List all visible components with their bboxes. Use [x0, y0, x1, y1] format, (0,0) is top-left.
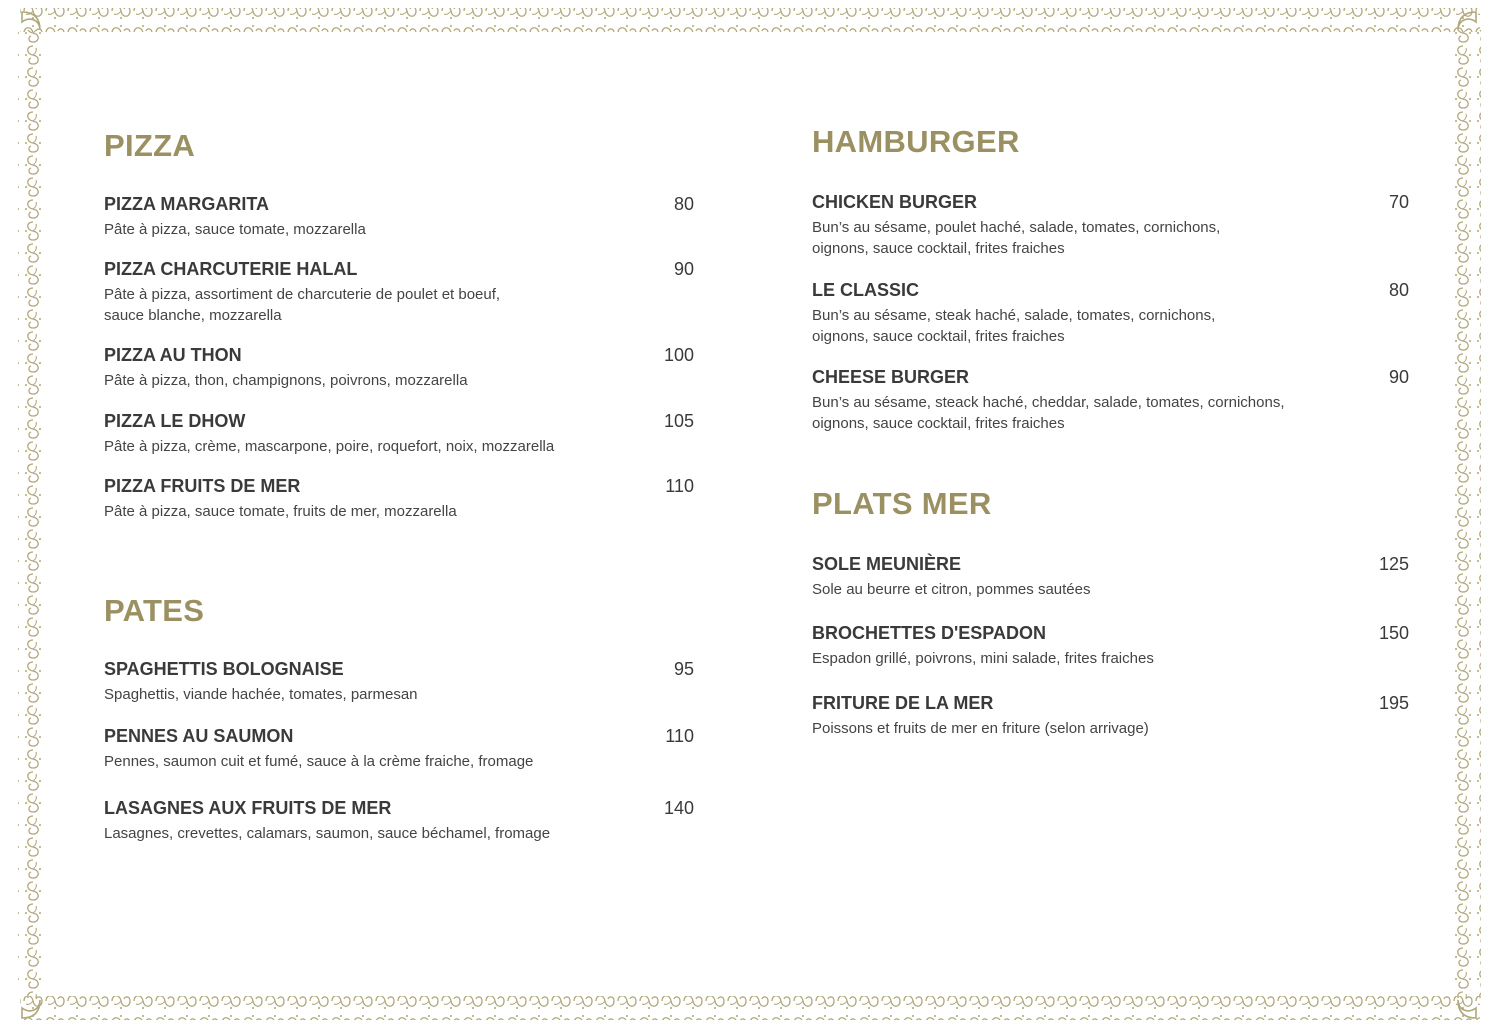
item-price: 80 — [673, 194, 694, 214]
item-price: 140 — [663, 798, 694, 818]
item-name: PIZZA AU THON — [104, 345, 242, 365]
item-description: Espadon grillé, poivrons, mini salade, frites fraiches — [812, 650, 1154, 667]
item-price: 195 — [1378, 693, 1409, 713]
section-title-pates: PATES — [104, 593, 205, 628]
item-price: 70 — [1388, 192, 1409, 212]
item-description: Pâte à pizza, thon, champignons, poivrons, mozzarella — [104, 372, 468, 389]
item-name: CHEESE BURGER — [812, 367, 970, 387]
item-name: SOLE MEUNIÈRE — [812, 554, 962, 574]
item-price: 110 — [665, 476, 694, 496]
item-description: Sole au beurre et citron, pommes sautées — [812, 581, 1091, 598]
item-name: FRITURE DE LA MER — [812, 693, 994, 713]
item-name: LASAGNES AUX FRUITS DE MER — [104, 798, 392, 818]
item-name: BROCHETTES D'ESPADON — [812, 623, 1046, 643]
item-price: 90 — [673, 259, 694, 279]
item-name: PENNES AU SAUMON — [104, 726, 294, 746]
section-title-hamburger: HAMBURGER — [812, 124, 1020, 159]
item-description: Bun’s au sésame, steak haché, salade, tomates, cornichons, oignons, sauce cocktail, frites fraiches — [812, 307, 1216, 345]
item-price: 100 — [663, 345, 694, 365]
item-description: Pennes, saumon cuit et fumé, sauce à la crème fraiche, fromage — [104, 753, 534, 770]
item-price: 105 — [663, 411, 694, 431]
item-name: CHICKEN BURGER — [812, 192, 978, 212]
item-name: PIZZA LE DHOW — [104, 411, 246, 431]
section-title-pizza: PIZZA — [104, 128, 196, 163]
item-description: Pâte à pizza, assortiment de charcuterie de poulet et boeuf, sauce blanche, mozzarella — [104, 286, 501, 324]
item-price: 80 — [1388, 280, 1409, 300]
item-name: PIZZA FRUITS DE MER — [104, 476, 301, 496]
item-price: 125 — [1378, 554, 1409, 574]
item-name: PIZZA CHARCUTERIE HALAL — [104, 259, 358, 279]
item-description: Pâte à pizza, sauce tomate, mozzarella — [104, 221, 366, 238]
item-price: 150 — [1378, 623, 1409, 643]
item-description: Bun’s au sésame, steack haché, cheddar, salade, tomates, cornichons, oignons, sauce cocktail, frites fraiches — [812, 394, 1285, 432]
item-price: 95 — [673, 659, 694, 679]
item-description: Bun’s au sésame, poulet haché, salade, tomates, cornichons, oignons, sauce cocktail, frites fraiches — [812, 219, 1221, 257]
item-name: PIZZA MARGARITA — [104, 194, 269, 214]
item-price: 110 — [665, 726, 694, 746]
item-description: Spaghettis, viande hachée, tomates, parmesan — [104, 686, 418, 703]
item-description: Pâte à pizza, sauce tomate, fruits de mer, mozzarella — [104, 503, 457, 520]
item-price: 90 — [1388, 367, 1409, 387]
item-name: SPAGHETTIS BOLOGNAISE — [104, 659, 344, 679]
item-description: Poissons et fruits de mer en friture (selon arrivage) — [812, 720, 1149, 737]
item-description: Pâte à pizza, crème, mascarpone, poire, roquefort, noix, mozzarella — [104, 438, 555, 455]
item-description: Lasagnes, crevettes, calamars, saumon, sauce béchamel, fromage — [104, 825, 551, 842]
section-title-plats-mer: PLATS MER — [812, 486, 992, 521]
item-name: LE CLASSIC — [812, 280, 920, 300]
